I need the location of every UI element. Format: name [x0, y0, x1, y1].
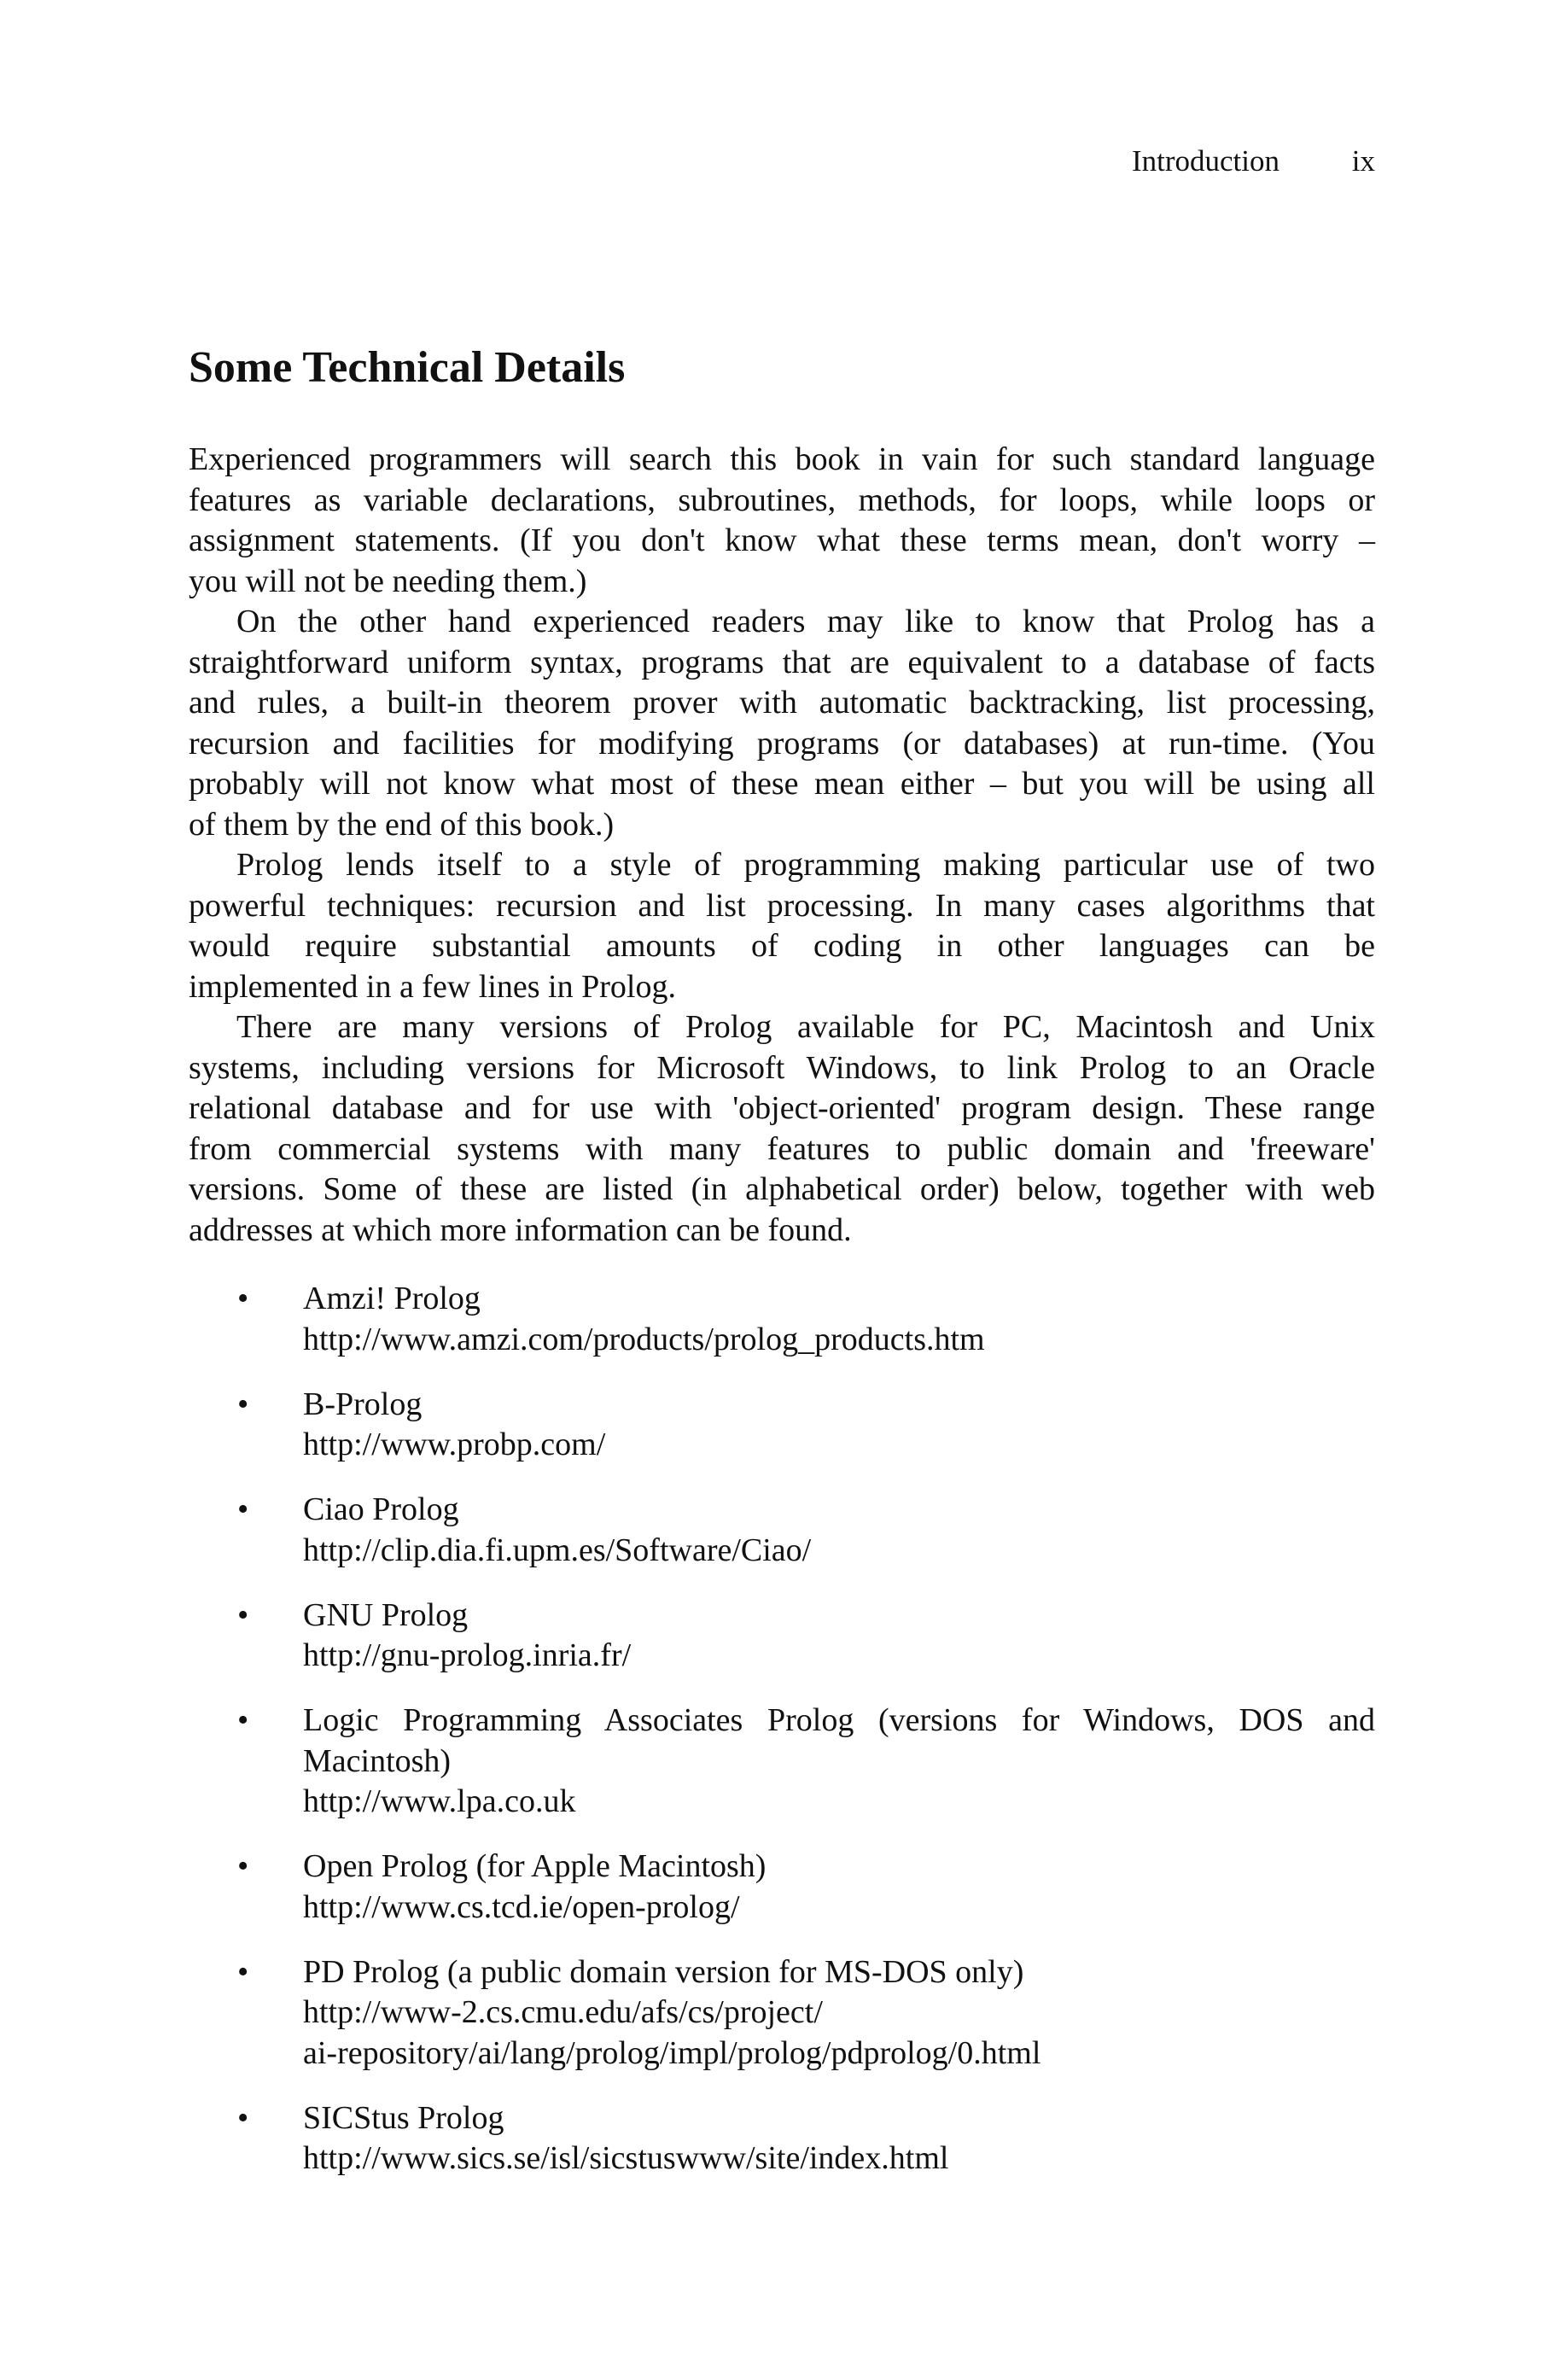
prolog-name: Amzi! Prolog: [303, 1281, 481, 1316]
prolog-versions-list: [189, 1279, 1375, 2203]
prolog-name: Open Prolog (for Apple Macintosh): [303, 1848, 767, 1884]
prolog-url: http://www-2.cs.cmu.edu/afs/cs/project/: [303, 1994, 823, 2030]
list-item: [189, 1701, 1375, 1823]
paragraph-line: and rules, a built-in theorem prover with automatic backtracking, list processing,: [189, 685, 1375, 721]
paragraph-line: implemented in a few lines in Prolog.: [189, 968, 676, 1005]
paragraph-line: of them by the end of this book.): [189, 806, 615, 843]
paragraph-line: systems, including versions for Microsoft Windows, to link Prolog to an Oracle: [189, 1049, 1375, 1086]
running-head: [1132, 142, 1375, 181]
paragraph-line: features as variable declarations, subroutines, methods, for loops, while loops or: [189, 481, 1375, 518]
list-item: [189, 1596, 1375, 1677]
paragraph-line: straightforward uniform syntax, programs that are equivalent to a database of facts: [189, 644, 1375, 680]
prolog-url: http://www.cs.tcd.ie/open-prolog/: [303, 1888, 740, 1925]
prolog-url: http://www.lpa.co.uk: [303, 1783, 576, 1819]
bullet-icon: •: [237, 2099, 249, 2136]
prolog-url: http://www.sics.se/isl/sicstuswww/site/index.html: [303, 2140, 949, 2176]
prolog-name: B-Prolog: [303, 1386, 423, 1422]
paragraph-line: assignment statements. (If you don't know what these terms mean, don't worry –: [189, 522, 1375, 558]
list-item: [189, 1847, 1375, 1928]
paragraph-line: Prolog lends itself to a style of programming making particular use of two: [236, 847, 1375, 883]
paragraph-line: probably will not know what most of these mean either – but you will be using all: [189, 766, 1375, 802]
paragraph: [189, 1007, 1375, 1251]
list-item: [189, 1952, 1375, 2074]
paragraph-line: from commercial systems with many features to public domain and 'freeware': [189, 1130, 1375, 1167]
prolog-name: Logic Programming Associates Prolog (versions for Windows, DOS and: [303, 1702, 1375, 1738]
bullet-icon: •: [237, 1386, 249, 1422]
body-text: [189, 440, 1375, 1251]
prolog-name: Ciao Prolog: [303, 1491, 459, 1527]
paragraph-line: Experienced programmers will search this book in vain for such standard language: [189, 441, 1375, 477]
bullet-icon: •: [237, 1848, 249, 1884]
bullet-icon: •: [237, 1702, 249, 1738]
paragraph: [189, 845, 1375, 1007]
prolog-url: http://www.amzi.com/products/prolog_products.htm: [303, 1321, 985, 1357]
page-number: ix: [1351, 144, 1375, 178]
prolog-name: Macintosh): [303, 1742, 452, 1779]
paragraph-line: On the other hand experienced readers may like to know that Prolog has a: [236, 604, 1375, 639]
list-item: [189, 2098, 1375, 2179]
section-heading: Some Technical Details: [189, 343, 626, 392]
list-item: [189, 1490, 1375, 1571]
paragraph-line: relational database and for use with 'object-oriented' program design. These range: [189, 1090, 1375, 1126]
paragraph-line: addresses at which more information can be found.: [189, 1211, 852, 1248]
paragraph: [189, 602, 1375, 845]
prolog-name: GNU Prolog: [303, 1596, 469, 1633]
prolog-url: ai-repository/ai/lang/prolog/impl/prolog/pdprolog/0.html: [303, 2034, 1041, 2071]
list-item: [189, 1385, 1375, 1466]
prolog-name: SICStus Prolog: [303, 2099, 504, 2136]
prolog-name: PD Prolog (a public domain version for MS-DOS only): [303, 1953, 1024, 1990]
prolog-url: http://clip.dia.fi.upm.es/Software/Ciao/: [303, 1532, 812, 1568]
bullet-icon: •: [237, 1491, 249, 1527]
paragraph: [189, 440, 1375, 602]
prolog-url: http://www.probp.com/: [303, 1427, 606, 1462]
paragraph-line: recursion and facilities for modifying programs (or databases) at run-time. (You: [189, 725, 1375, 761]
running-head-title: Introduction: [1131, 144, 1280, 178]
list-item: [189, 1279, 1375, 1360]
prolog-url: http://gnu-prolog.inria.fr/: [303, 1637, 632, 1673]
bullet-icon: •: [237, 1596, 249, 1633]
bullet-icon: •: [237, 1281, 249, 1316]
bullet-icon: •: [237, 1953, 249, 1990]
paragraph-line: would require substantial amounts of coding in other languages can be: [189, 928, 1375, 964]
paragraph-line: There are many versions of Prolog available for PC, Macintosh and Unix: [236, 1009, 1375, 1045]
paragraph-line: versions. Some of these are listed (in alphabetical order) below, together with web: [189, 1171, 1375, 1207]
paragraph-line: you will not be needing them.): [189, 563, 587, 599]
paragraph-line: powerful techniques: recursion and list processing. In many cases algorithms that: [189, 887, 1375, 924]
